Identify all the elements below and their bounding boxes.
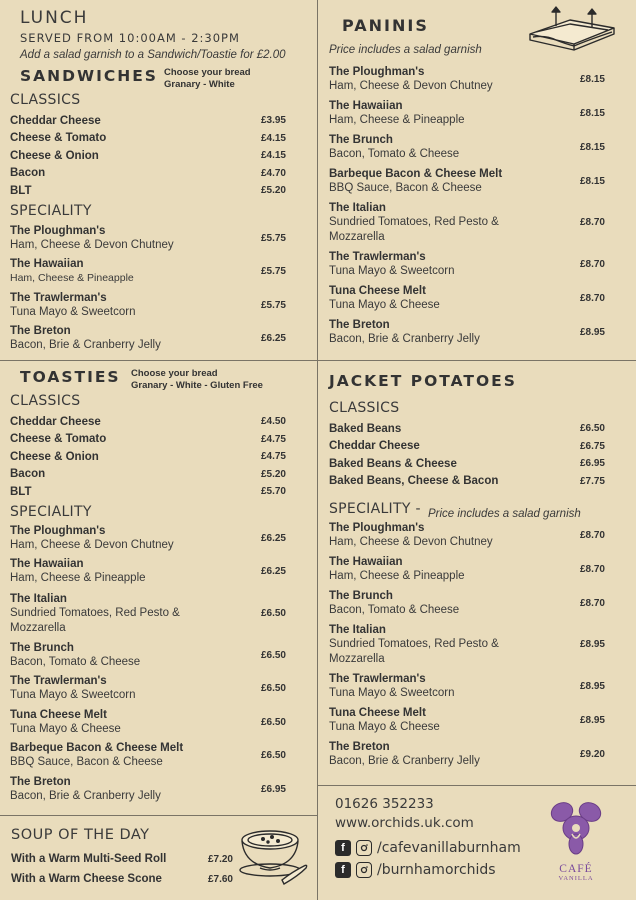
item-name: Tuna Cheese Melt <box>10 708 107 721</box>
item-name: Cheese & Onion <box>10 149 99 162</box>
item-desc: Bacon, Brie & Cranberry Jelly <box>10 339 161 352</box>
item-name: The Breton <box>10 325 71 338</box>
item-desc: Ham, Cheese & Devon Chutney <box>10 538 174 551</box>
list-item <box>329 518 605 552</box>
item-price: £6.50 <box>579 423 605 435</box>
item-desc: Tuna Mayo & Sweetcorn <box>329 686 455 699</box>
bread-label: Choose your bread <box>164 67 251 78</box>
item-name: The Ploughman's <box>10 524 106 537</box>
toasties-speciality-title: SPECIALITY <box>10 503 92 520</box>
list-item <box>11 849 233 869</box>
item-price: £5.75 <box>260 266 286 278</box>
logo-text: CAFÉ <box>559 863 593 875</box>
item-desc: Bacon, Brie & Cranberry Jelly <box>329 754 480 767</box>
bread-options: Granary - White - Gluten Free <box>131 380 263 391</box>
orchid-logo <box>548 798 604 856</box>
instagram-icon <box>356 840 372 856</box>
item-desc: Bacon, Tomato & Cheese <box>10 655 141 668</box>
section-divider-right-bottom <box>317 785 636 786</box>
item-price: £8.70 <box>579 292 605 304</box>
list-item <box>329 62 605 96</box>
item-price: £5.75 <box>260 299 286 311</box>
sandwiches-speciality-list <box>10 222 286 356</box>
section-divider-left-bottom <box>0 815 317 816</box>
item-name: Tuna Cheese Melt <box>329 706 426 719</box>
sandwiches-title: SANDWICHES <box>20 67 158 85</box>
list-item <box>10 672 286 706</box>
item-name: The Trawlerman's <box>10 675 107 688</box>
item-desc: Sundried Tomatoes, Red Pesto & Mozzarella <box>329 215 499 243</box>
cafe-vanilla-logo <box>545 798 607 886</box>
item-name: Barbeque Bacon & Cheese Melt <box>10 742 184 755</box>
list-item <box>10 589 286 639</box>
list-item <box>10 773 286 807</box>
sandwiches-speciality-title: SPECIALITY <box>10 202 92 219</box>
jacket-section <box>329 372 605 771</box>
item-name: Cheddar Cheese <box>10 415 101 428</box>
list-item <box>329 669 605 703</box>
soup-bowl-illustration <box>238 824 310 890</box>
item-price: £7.20 <box>207 853 233 865</box>
list-item <box>329 552 605 586</box>
item-name: Cheese & Tomato <box>10 132 107 145</box>
list-item <box>329 420 605 438</box>
item-desc: Ham, Cheese & Devon Chutney <box>329 535 493 548</box>
item-name: Tuna Cheese Melt <box>329 284 426 297</box>
item-name: The Trawlerman's <box>10 291 107 304</box>
item-desc: Tuna Mayo & Cheese <box>329 298 440 311</box>
instagram-icon <box>356 862 372 878</box>
item-name: Bacon <box>10 167 46 180</box>
item-name: The Italian <box>329 623 386 636</box>
item-name: Baked Beans, Cheese & Bacon <box>329 475 499 488</box>
list-item <box>10 112 286 130</box>
item-price: £6.25 <box>260 532 286 544</box>
item-desc: Tuna Mayo & Sweetcorn <box>329 264 455 277</box>
item-desc: Sundried Tomatoes, Red Pesto & Mozzarella <box>329 637 499 665</box>
paninis-title: PANINIS <box>342 16 429 35</box>
item-desc: BBQ Sauce, Bacon & Cheese <box>329 181 482 194</box>
facebook-icon: f <box>335 862 351 878</box>
list-item <box>329 198 605 247</box>
item-name: The Hawaiian <box>10 258 84 271</box>
item-name: The Italian <box>10 592 67 605</box>
lunch-header <box>20 8 310 61</box>
list-item <box>329 455 605 473</box>
contact-section <box>335 796 535 878</box>
item-price: £8.95 <box>579 680 605 692</box>
item-name: Baked Beans & Cheese <box>329 457 457 470</box>
item-desc: Bacon, Brie & Cranberry Jelly <box>329 332 480 345</box>
jacket-speciality-title: SPECIALITY - <box>329 501 421 517</box>
toasties-classics-list <box>10 413 286 501</box>
toasties-title-row <box>20 368 310 392</box>
list-item <box>10 431 286 449</box>
list-item <box>329 281 605 315</box>
item-name: BLT <box>10 485 32 498</box>
item-desc: Tuna Mayo & Cheese <box>10 722 121 735</box>
jacket-speciality-note: Price includes a salad garnish <box>428 508 581 520</box>
item-price: £6.95 <box>579 458 605 470</box>
item-name: The Hawaiian <box>329 555 403 568</box>
item-desc: Tuna Mayo & Sweetcorn <box>10 305 136 318</box>
facebook-icon: f <box>335 840 351 856</box>
soup-list <box>11 849 233 889</box>
bread-options: Granary - White <box>164 79 235 90</box>
list-item <box>10 255 286 289</box>
list-item <box>329 737 605 771</box>
item-desc: Ham, Cheese & Pineapple <box>10 272 134 285</box>
list-item <box>329 247 605 281</box>
item-price: £8.70 <box>579 217 605 228</box>
list-item <box>329 438 605 456</box>
soup-section <box>11 827 233 889</box>
item-price: £6.50 <box>260 608 286 619</box>
item-price: £4.75 <box>260 451 286 463</box>
item-price: £6.50 <box>260 649 286 661</box>
item-name: The Hawaiian <box>329 99 403 112</box>
item-price: £4.15 <box>260 132 286 144</box>
item-name: The Breton <box>329 318 390 331</box>
item-name: The Breton <box>10 775 71 788</box>
item-price: £8.15 <box>579 107 605 119</box>
website-link[interactable]: www.orchids.uk.com <box>335 815 474 831</box>
soup-title: SOUP OF THE DAY <box>11 827 150 843</box>
item-name: The Trawlerman's <box>329 250 426 263</box>
sandwiches-classics-list <box>10 112 286 200</box>
item-name: The Ploughman's <box>10 224 106 237</box>
item-name: With a Warm Multi-Seed Roll <box>11 853 167 865</box>
item-price: £9.20 <box>579 748 605 760</box>
item-name: With a Warm Cheese Scone <box>11 873 162 885</box>
column-divider <box>317 0 318 900</box>
item-price: £7.60 <box>207 873 233 885</box>
list-item <box>10 706 286 740</box>
garnish-note: Add a salad garnish to a Sandwich/Toastie for £2.00 <box>20 49 286 61</box>
bread-label: Choose your bread <box>131 368 218 379</box>
list-item <box>10 289 286 323</box>
item-price: £8.70 <box>579 597 605 609</box>
jacket-classics-list <box>329 420 605 490</box>
item-price: £5.70 <box>260 486 286 498</box>
item-price: £6.95 <box>260 783 286 795</box>
item-desc: Sundried Tomatoes, Red Pesto & Mozzarella <box>10 606 180 634</box>
served-hours: SERVED FROM 10:00AM - 2:30PM <box>20 31 240 45</box>
item-price: £4.50 <box>260 416 286 428</box>
item-price: £8.15 <box>579 73 605 85</box>
item-name: Baked Beans <box>329 422 402 435</box>
item-price: £5.20 <box>260 468 286 480</box>
item-price: £3.95 <box>260 115 286 127</box>
sandwich-illustration <box>526 4 618 52</box>
toasties-bread-choice <box>131 368 263 392</box>
item-price: £4.15 <box>260 150 286 162</box>
toasties-classics-title: CLASSICS <box>10 393 81 409</box>
list-item <box>10 466 286 484</box>
item-price: £6.50 <box>260 750 286 762</box>
paninis-header <box>329 16 529 56</box>
item-price: £7.75 <box>579 475 605 487</box>
item-desc: Tuna Mayo & Sweetcorn <box>10 689 136 702</box>
list-item <box>11 869 233 889</box>
item-price: £8.70 <box>579 258 605 270</box>
toasties-section <box>10 393 286 806</box>
list-item <box>10 182 286 200</box>
sandwiches-section <box>10 92 286 356</box>
paninis-note: Price includes a salad garnish <box>329 44 482 56</box>
item-name: BLT <box>10 184 32 197</box>
list-item <box>10 165 286 183</box>
item-price: £6.25 <box>260 566 286 578</box>
lunch-title: LUNCH <box>20 8 89 28</box>
item-name: Bacon <box>10 468 46 481</box>
item-price: £5.20 <box>260 185 286 197</box>
item-price: £6.25 <box>260 333 286 345</box>
item-name: Barbeque Bacon & Cheese Melt <box>329 167 503 180</box>
list-item <box>10 130 286 148</box>
item-price: £8.70 <box>579 529 605 541</box>
list-item <box>329 315 605 349</box>
item-price: £8.95 <box>579 639 605 650</box>
list-item <box>10 448 286 466</box>
social-facebook-row[interactable] <box>335 840 535 856</box>
phone-number: 01626 352233 <box>335 796 434 812</box>
item-desc: Bacon, Tomato & Cheese <box>329 603 460 616</box>
item-price: £8.15 <box>579 141 605 153</box>
item-price: £5.75 <box>260 232 286 244</box>
item-price: £6.50 <box>260 716 286 728</box>
item-desc: BBQ Sauce, Bacon & Cheese <box>10 756 163 769</box>
item-desc: Tuna Mayo & Cheese <box>329 720 440 733</box>
list-item <box>329 473 605 491</box>
item-desc: Bacon, Brie & Cranberry Jelly <box>10 789 161 802</box>
item-price: £8.95 <box>579 714 605 726</box>
section-divider-right-mid <box>317 360 636 361</box>
list-item <box>329 96 605 130</box>
item-name: The Brunch <box>10 641 74 654</box>
item-name: The Ploughman's <box>329 521 425 534</box>
item-name: The Hawaiian <box>10 558 84 571</box>
jacket-classics-title: CLASSICS <box>329 400 400 416</box>
list-item <box>10 222 286 256</box>
sandwiches-classics-title: CLASSICS <box>10 92 81 108</box>
list-item <box>10 322 286 356</box>
social-instagram-row[interactable] <box>335 862 535 878</box>
item-price: £4.75 <box>260 433 286 445</box>
list-item <box>329 620 605 669</box>
social-handle: /cafevanillaburnham <box>377 840 521 856</box>
list-item <box>10 413 286 431</box>
item-price: £8.70 <box>579 563 605 575</box>
item-name: Cheese & Onion <box>10 450 99 463</box>
social-handle: /burnhamorchids <box>377 862 496 878</box>
item-desc: Ham, Cheese & Devon Chutney <box>10 238 174 251</box>
logo-subtext: VANILLA <box>558 875 594 882</box>
item-name: Cheddar Cheese <box>10 114 101 127</box>
item-name: The Brunch <box>329 589 393 602</box>
sandwiches-bread-choice <box>164 67 251 91</box>
item-desc: Ham, Cheese & Pineapple <box>329 569 465 582</box>
jacket-title: JACKET POTATOES <box>329 372 517 390</box>
sandwiches-title-row <box>20 67 310 91</box>
item-price: £6.50 <box>260 683 286 695</box>
list-item <box>10 739 286 773</box>
jacket-speciality-list <box>329 518 605 771</box>
list-item <box>329 703 605 737</box>
list-item <box>329 130 605 164</box>
list-item <box>10 555 286 589</box>
list-item <box>329 164 605 198</box>
list-item <box>10 483 286 501</box>
item-price: £8.95 <box>579 326 605 338</box>
toasties-speciality-list <box>10 522 286 807</box>
item-name: The Ploughman's <box>329 65 425 78</box>
item-name: The Trawlerman's <box>329 672 426 685</box>
list-item <box>329 586 605 620</box>
section-divider-left-mid <box>0 360 317 361</box>
list-item <box>10 639 286 673</box>
item-desc: Ham, Cheese & Pineapple <box>10 572 146 585</box>
item-name: Cheddar Cheese <box>329 440 420 453</box>
item-desc: Ham, Cheese & Pineapple <box>329 113 465 126</box>
item-name: The Breton <box>329 740 390 753</box>
toasties-title: TOASTIES <box>20 368 121 386</box>
item-desc: Ham, Cheese & Devon Chutney <box>329 79 493 92</box>
paninis-list <box>329 62 605 349</box>
item-price: £6.75 <box>579 440 605 452</box>
list-item <box>10 147 286 165</box>
item-name: The Italian <box>329 201 386 214</box>
item-desc: Bacon, Tomato & Cheese <box>329 147 460 160</box>
item-name: Cheese & Tomato <box>10 433 107 446</box>
item-name: The Brunch <box>329 133 393 146</box>
jacket-speciality-header <box>329 500 605 518</box>
item-price: £4.70 <box>260 167 286 179</box>
item-price: £8.15 <box>579 175 605 187</box>
list-item <box>10 522 286 556</box>
